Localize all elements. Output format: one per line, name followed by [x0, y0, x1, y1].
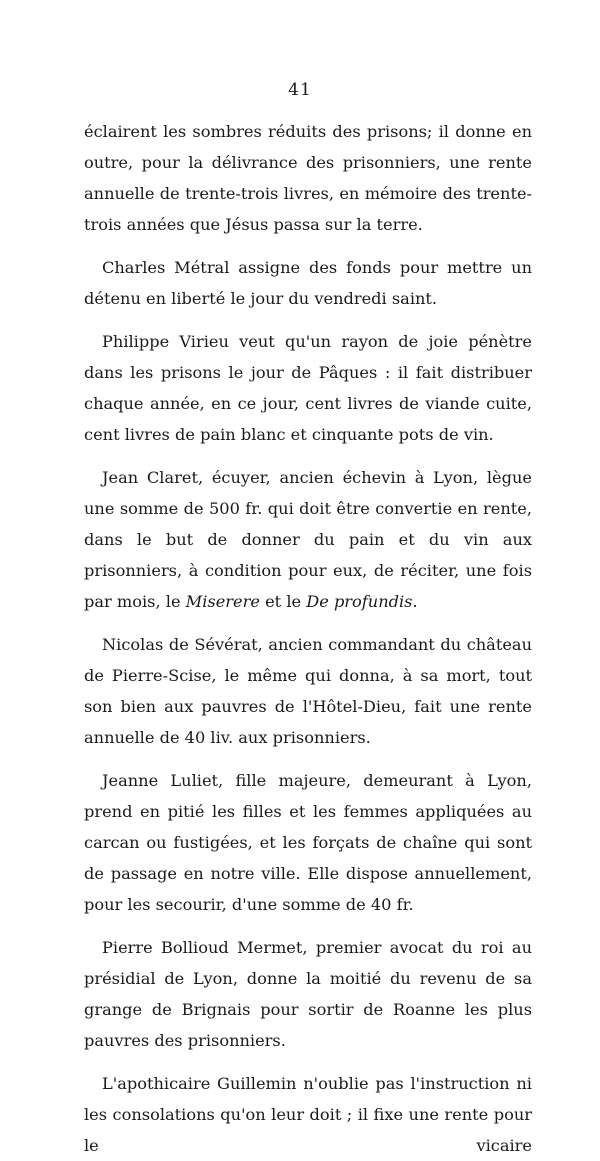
- paragraph-4-end: .: [412, 592, 418, 611]
- italic-title-miserere: Miserere: [185, 592, 260, 611]
- italic-title-de-profundis: De profundis: [306, 592, 413, 611]
- paragraph-5: Nicolas de Sévérat, ancien commandant du château de Pierre-Scise, le même qui donna, à sa mort, tout son bien aux pauvres de l'Hôtel-Dieu, fait une rente annuelle de 40 liv. aux prisonniers.: [84, 635, 532, 747]
- paragraph-1: éclairent les sombres réduits des prisons; il donne en outre, pour la délivrance des prisonniers, une rente annuelle de trente-trois livres, en mémoire des trente-trois années que Jésus passa sur la terre.: [84, 122, 532, 234]
- page-number: 41: [288, 80, 312, 100]
- paragraph-7: Pierre Bollioud Mermet, premier avocat du roi au présidial de Lyon, donne la moitié du revenu de sa grange de Brignais pour sortir de Roanne les plus pauvres des prisonniers.: [84, 938, 532, 1050]
- paragraph-8: L'apothicaire Guillemin n'oublie pas l'instruction ni les consolations qu'on leur doit ; il fixe une rente pour le vicaire: [84, 1074, 532, 1155]
- paragraph-4-connector: et le: [259, 592, 307, 611]
- paragraph-4-text: Jean Claret, écuyer, ancien échevin à Lyon, lègue une somme de 500 fr. qui doit être convertie en rente, dans le but de donner du pain et du vin aux prisonniers, à condition pour eux, de réciter, une fois par mois, le: [84, 468, 532, 611]
- page-body: [84, 116, 532, 1161]
- paragraph-6: Jeanne Luliet, fille majeure, demeurant à Lyon, prend en pitié les filles et les femmes appliquées au carcan ou fustigées, et les forçats de chaîne qui sont de passage en notre ville. Elle dispose annuellement, pour les secourir, d'une somme de 40 fr.: [84, 771, 532, 914]
- paragraph-2: Charles Métral assigne des fonds pour mettre un détenu en liberté le jour du vendredi saint.: [84, 258, 532, 308]
- paragraph-4: [84, 462, 532, 617]
- paragraph-3: Philippe Virieu veut qu'un rayon de joie pénètre dans les prisons le jour de Pâques : il fait distribuer chaque année, en ce jour, cent livres de viande cuite, cent livres de pain blanc et cinquante pots de vin.: [84, 332, 532, 444]
